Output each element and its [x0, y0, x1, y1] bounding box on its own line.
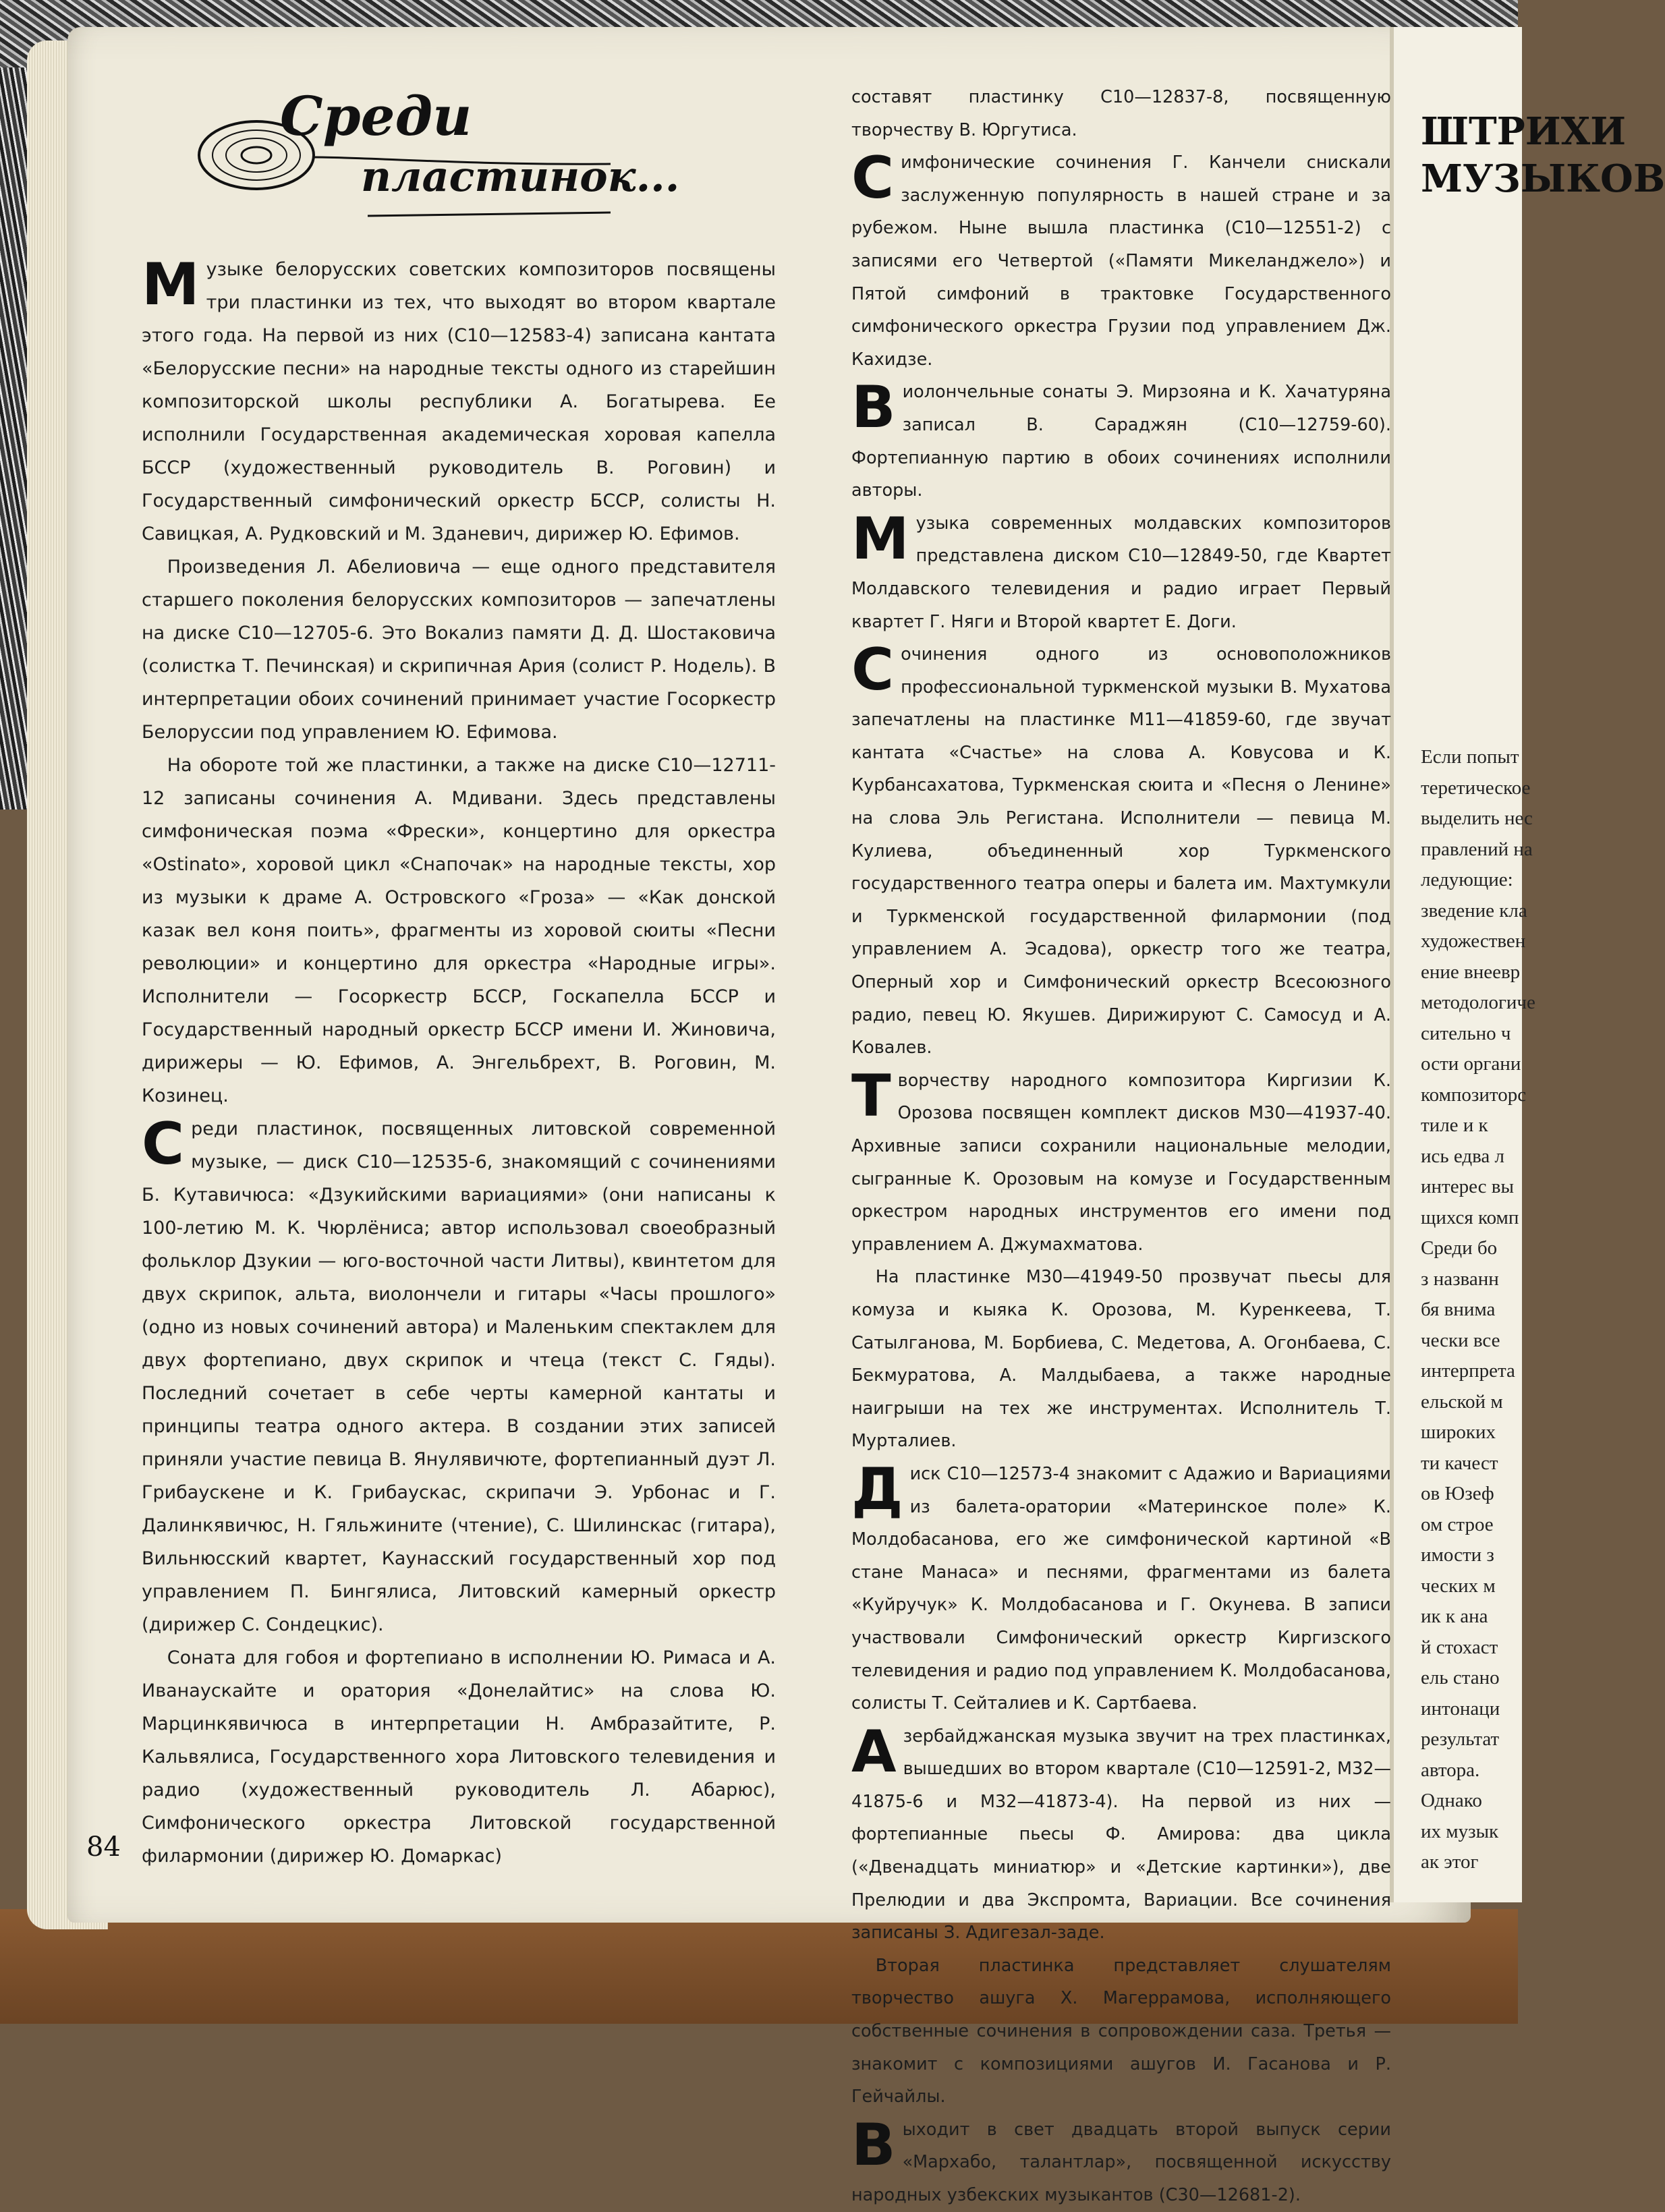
paragraph-text: ыходит в свет двадцать второй выпуск серии «Мархабо, талантлар», посвященной искусству народных узбекских музыкантов (С30—12681-2).	[851, 2119, 1391, 2205]
facing-text-line: ом строе	[1421, 1513, 1494, 1535]
facing-text-line: ов Юзеф	[1421, 1483, 1494, 1504]
facing-text-line: имости з	[1421, 1544, 1494, 1566]
drop-cap: В	[851, 2111, 896, 2179]
paragraph-text: узыка современных молдавских композиторов представлена диском С10—12849-50, где Квартет Молдавского телевидения и радио играет Первый квартет Г. Няги и Второй квартет Е. Доги.	[851, 513, 1391, 632]
facing-text-line: ись едва л	[1421, 1145, 1505, 1167]
heading-line-2: пластинок...	[361, 152, 680, 201]
left-column	[142, 253, 776, 1873]
paragraph	[851, 81, 1391, 146]
paragraph-text: Вторая пластинка представляет слушателям творчество ашуга Х. Магеррамова, исполняющего собственные сочинения в сопровождении саза. Третья — знакомит с композициями ашугов И. Гасанова и Р. Гейчайлы.	[851, 1955, 1391, 2107]
facing-text-line: ческих м	[1421, 1575, 1496, 1597]
facing-text-line: ение внеевр	[1421, 961, 1521, 983]
facing-text-line: правлений на	[1421, 838, 1533, 860]
paragraph	[851, 376, 1391, 507]
facing-text-line: художествен	[1421, 930, 1526, 952]
facing-text-line: композиторс	[1421, 1083, 1527, 1106]
paragraph-text: составят пластинку С10—12837-8, посвященную творчеству В. Юргутиса.	[851, 87, 1391, 140]
drop-cap: М	[142, 251, 200, 318]
paragraph-text: очинения одного из основоположников профессиональной туркменской музыки В. Мухатова запечатлены на пластинке М11—41859-60, где звучат кантата «Счастье» на слова А. Ковусова и К. Курбансахатова, Туркменская сюита и «Песня о Ленине» на слова Эль Регистана. Исполнители — певица М. Кулиева, объединенный хор Туркменского государственного театра оперы и балета им. Махтумкули и Туркменской государственной филармонии (под управлением А. Эсадова), оркестр того же театра, Оперный хор и Симфонический оркестр Всесоюзного радио, певец Ю. Якушев. Дирижируют С. Самосуд и А. Ковалев.	[851, 644, 1391, 1058]
facing-text-line: результат	[1421, 1728, 1500, 1750]
paragraph-text: На пластинке М30—41949-50 прозвучат пьесы для комуза и кыяка К. Орозова, М. Куренкеева, Т. Сатылганова, М. Борбиева, С. Медетова, А. Огонбаева, С. Бекмуратова, А. Малдыбаева, а также народные наигрыши на тех же инструментах. Исполнитель Т. Мурталиев.	[851, 1267, 1391, 1452]
paragraph	[142, 253, 776, 550]
facing-page-text	[1421, 742, 1623, 1878]
paragraph	[851, 1950, 1391, 2114]
paragraph-text: иск С10—12573-4 знакомит с Адажио и Вариациями из балета-оратории «Материнское поле» К. Молдобасанова, его же симфонической картиной «В стане Манаса» и песнями, фрагментами из балета «Куйручук» К. Молдобасанова и Г. Окунева. В записи участвовали Симфонический оркестр Киргизского телевидения и радио под управлением К. Молдобасанова, солисты Т. Сейталиев и К. Сартбаева.	[851, 1463, 1391, 1714]
facing-text-line: ости органи	[1421, 1053, 1521, 1075]
facing-text-line: чески все	[1421, 1329, 1500, 1351]
section-heading	[192, 78, 680, 219]
paragraph-text: реди пластинок, посвященных литовской современной музыке, — диск С10—12535-6, знакомящий с сочинениями Б. Кутавичюса: «Дзукийскими вариациями» (они написаны к 100-летию М. К. Чюрлёниса; автор использовал своеобразный фольклор Дзукии — юго-восточной части Литвы), квинтетом для двух скрипок, альта, виолончели и гитары «Часы прошлого» (одно из новых сочинений автора) и Маленьким спектаклем для двух фортепиано, двух скрипок и чтеца (текст С. Гяды). Последний сочетает в себе черты камерной кантаты и принципы театра одного актера. В создании этих записей приняли участие певица В. Янулявичюте, фортепианный дуэт Л. Грибаускене и К. Грибаускас, скрипачи Э. Урбонас и Г. Далинкявичюс, Н. Гяльжините (чтение), С. Шилинскас (гитара), Вильнюсский квартет, Каунасский государственный хор под управлением П. Бингялиса, Литовский камерный оркестр (дирижер С. Сондецкис).	[142, 1118, 776, 1635]
drop-cap: В	[851, 374, 896, 442]
paragraph	[851, 146, 1391, 376]
facing-page	[1390, 27, 1665, 1902]
facing-text-line: их музык	[1421, 1820, 1499, 1842]
facing-text-line: сительно ч	[1421, 1022, 1511, 1044]
paragraph	[851, 507, 1391, 638]
facing-text-line: Если попыт	[1421, 746, 1519, 768]
facing-text-line: й стохаст	[1421, 1636, 1498, 1658]
paragraph	[142, 550, 776, 749]
facing-text-line: з названн	[1421, 1268, 1499, 1290]
facing-text-line: Однако	[1421, 1790, 1482, 1811]
paragraph	[142, 1641, 776, 1873]
facing-text-line: бя внима	[1421, 1299, 1496, 1320]
facing-text-line: интерес вы	[1421, 1176, 1514, 1197]
facing-text-line: Среди бо	[1421, 1237, 1498, 1259]
paragraph-text: Соната для гобоя и фортепиано в исполнении Ю. Римаса и А. Иванаускайте и оратория «Донелайтис» на слова Ю. Марцинкявичюса в интерпретации Н. Амбразайтите, Р. Кальвялиса, Государственного хора Литовского телевидения и радио (художественный руководитель Л. Абарюс), Симфонического оркестра Литовской государственной филармонии (дирижер Ю. Домаркас)	[142, 1647, 776, 1867]
facing-text-line: тиле и к	[1421, 1114, 1488, 1136]
drop-cap: С	[142, 1110, 185, 1178]
facing-text-line: зведение кла	[1421, 899, 1527, 921]
paragraph	[851, 1720, 1391, 1950]
paragraph-text: ворчеству народного композитора Киргизии К. Орозова посвящен комплект дисков М30—41937-40. Архивные записи сохранили национальные мелодии, сыгранные К. Орозовым на комузе и Государственным оркестром народных инструментов его имени под управлением А. Джумахматова.	[851, 1070, 1391, 1255]
middle-column	[851, 81, 1391, 2212]
paragraph-text: иолончельные сонаты Э. Мирзояна и К. Хачатуряна записал В. Сараджян (С10—12759-60). Фортепианную партию в обоих сочинениях исполнили авторы.	[851, 382, 1391, 501]
drop-cap: Д	[851, 1455, 903, 1523]
paragraph	[851, 1261, 1391, 1458]
facing-text-line: ти качест	[1421, 1452, 1498, 1474]
paragraph-text: зербайджанская музыка звучит на трех пластинках, вышедших во втором квартале (С10—12591-2, М32—41875-6 и М32—41873-4). На первой из них — фортепианные пьесы Ф. Амирова: два цикла («Двенадцать миниатюр» и «Детские картинки»), две Прелюдии и два Экспромта, Вариации. Все сочинения записаны З. Адигезал-заде.	[851, 1726, 1391, 1944]
facing-text-line: интерпрета	[1421, 1360, 1515, 1382]
paragraph	[851, 1062, 1391, 1261]
paragraph	[142, 1112, 776, 1641]
facing-text-line: широких	[1421, 1421, 1496, 1443]
facing-text-line: автора.	[1421, 1759, 1480, 1781]
paragraph	[142, 749, 776, 1112]
facing-text-line: ель стано	[1421, 1667, 1500, 1689]
drop-cap: А	[851, 1718, 897, 1786]
drop-cap: М	[851, 505, 909, 573]
facing-text-line: щихся комп	[1421, 1206, 1519, 1228]
heading-line-1: Среди	[280, 84, 472, 148]
facing-page-title	[1394, 27, 1665, 202]
facing-text-line: ак этог	[1421, 1851, 1479, 1873]
paragraph-text: имфонические сочинения Г. Канчели снискали заслуженную популярность в нашей стране и за рубежом. Ныне вышла пластинка (С10—12551-2) с записями его Четвертой («Памяти Микеланджело») и Пятой симфоний в трактовке Государственного симфонического оркестра Грузии под управлением Дж. Кахидзе.	[851, 152, 1391, 370]
paragraph-text: На обороте той же пластинки, а также на диске С10—12711-12 записаны сочинения А. Мдивани. Здесь представлены симфоническая поэма «Фрески», концертино для оркестра «Ostinato», хоровой цикл «Снапочак» на народные тексты, хор из музыки к драме А. Островского «Гроза» — «Как донской казак вел коня поить», фрагменты из хоровой сюиты «Песни революции» и концертино для оркестра «Народные игры». Исполнители — Госоркестр БССР, Госкапелла БССР и Государственный народный оркестр БССР имени И. Жиновича, дирижеры — Ю. Ефимов, А. Энгельбрехт, В. Роговин, М. Козинец.	[142, 755, 776, 1106]
facing-text-line: теретическое	[1421, 776, 1531, 799]
paragraph	[851, 638, 1391, 1065]
facing-text-line: интонаци	[1421, 1697, 1500, 1720]
drop-cap: Т	[851, 1062, 891, 1130]
paragraph	[851, 2111, 1391, 2212]
drop-cap: С	[851, 144, 895, 212]
facing-title-line: МУЗЫКОВ	[1421, 157, 1665, 201]
paragraph-text: Произведения Л. Абелиовича — еще одного представителя старшего поколения белорусских композиторов — запечатлены на диске С10—12705-6. Это Вокализ памяти Д. Д. Шостаковича (солистка Т. Печинская) и скрипичная Ария (солист Р. Нодель). В интерпретации обоих сочинений принимает участие Госоркестр Белоруссии под управлением Ю. Ефимова.	[142, 557, 776, 743]
facing-title-line: ШТРИХИ	[1421, 109, 1627, 154]
facing-text-line: методологиче	[1421, 992, 1535, 1013]
page-number: 84	[86, 1832, 121, 1863]
facing-text-line: ик к ана	[1421, 1606, 1488, 1627]
facing-text-line: ледующие:	[1421, 869, 1513, 890]
facing-text-line: ельской м	[1421, 1390, 1503, 1413]
drop-cap: С	[851, 636, 895, 704]
facing-text-line: выделить нес	[1421, 807, 1533, 829]
paragraph	[851, 1455, 1391, 1720]
paragraph-text: узыке белорусских советских композиторов посвящены три пластинки из тех, что выходят во втором квартале этого года. На первой из них (С10—12583-4) записана кантата «Белорусские песни» на народные тексты одного из старейшин композиторской школы республики А. Богатырева. Ее исполнили Государственная академическая хоровая капелла БССР (художественный руководитель В. Роговин) и Государственный симфонический оркестр БССР, солисты Н. Савицкая, А. Рудковский и М. Зданевич, дирижер Ю. Ефимов.	[142, 259, 776, 544]
